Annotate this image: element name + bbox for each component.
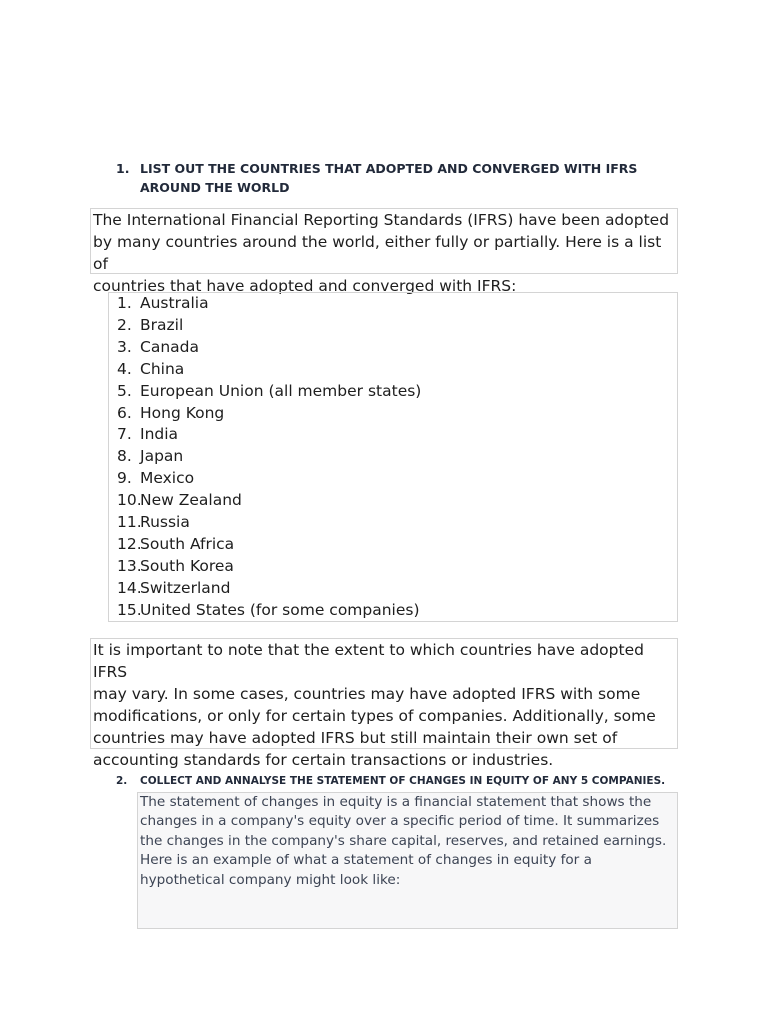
section1-heading-line1: LIST OUT THE COUNTRIES THAT ADOPTED AND CONVERGED WITH IFRS [140,161,638,176]
intro-paragraph [90,208,678,295]
list-item [117,578,669,600]
list-number: 6. [117,403,132,422]
list-number: 7. [117,425,132,444]
country-name: Brazil [140,315,184,334]
country-name: India [140,425,179,444]
section1-number: 1. [116,161,130,176]
section1-heading-line2: AROUND THE WORLD [140,180,290,195]
note-line: modifications, or only for certain types of companies. Additionally, some [93,707,656,725]
list-item [117,600,669,622]
country-name: Australia [140,294,209,312]
section2-heading-text: COLLECT AND ANNALYSE THE STATEMENT OF CHANGES IN EQUITY OF ANY 5 COMPANIES. [140,775,666,787]
list-item [117,381,669,403]
country-name: Russia [140,513,190,532]
country-name: Switzerland [140,578,231,597]
list-number: 13. [117,556,142,575]
country-name: Hong Kong [140,403,225,422]
equity-line: changes in a company's equity over a specific period of time. It summarizes [140,813,660,830]
country-name: South Korea [140,556,234,575]
note-line: countries may have adopted IFRS but still maintain their own set of [93,729,618,747]
section1-heading-text [140,159,676,197]
list-item [117,446,669,468]
list-number: 1. [117,294,132,312]
list-item [117,403,669,425]
country-list-box [108,292,678,622]
note-paragraph [90,638,678,769]
country-name: South Africa [140,534,235,553]
list-item [117,512,669,534]
list-item [117,556,669,578]
list-item [117,534,669,556]
list-number: 2. [117,315,132,334]
list-item [117,359,669,381]
list-item [117,490,669,512]
list-item [117,424,669,446]
list-number: 15. [117,600,142,619]
list-number: 8. [117,447,132,466]
intro-line: The International Financial Reporting Standards (IFRS) have been adopted [93,211,670,229]
list-item [117,315,669,337]
list-number: 11. [117,513,142,532]
list-number: 5. [117,381,132,400]
country-name: China [140,359,185,378]
list-item [117,337,669,359]
section2-heading [116,773,676,789]
intro-line: countries that have adopted and converged with IFRS: [93,277,517,295]
country-name: United States (for some companies) [140,600,420,619]
list-number: 3. [117,337,132,356]
list-number: 9. [117,469,132,488]
section1-heading [116,159,676,197]
equity-line: The statement of changes in equity is a financial statement that shows the [140,794,652,810]
note-line: may vary. In some cases, countries may have adopted IFRS with some [93,685,641,703]
list-item [117,293,669,315]
equity-line: hypothetical company might look like: [140,871,401,888]
equity-line: the changes in the company's share capital, reserves, and retained earnings. [140,832,667,849]
list-number: 4. [117,359,132,378]
country-name: Japan [140,447,184,466]
intro-line: by many countries around the world, either fully or partially. Here is a list of [93,233,662,273]
note-line: accounting standards for certain transactions or industries. [93,751,554,769]
list-item [117,468,669,490]
country-name: Canada [140,337,199,356]
country-name: New Zealand [140,491,242,510]
equity-explanation-box [137,792,678,929]
country-name: European Union (all member states) [140,381,422,400]
list-number: 10. [117,491,142,510]
equity-line: Here is an example of what a statement of changes in equity for a [140,852,592,869]
country-name: Mexico [140,469,195,488]
section2-number: 2. [116,775,128,787]
note-line: It is important to note that the extent to which countries have adopted IFRS [93,641,644,681]
list-number: 14. [117,578,142,597]
list-number: 12. [117,534,142,553]
country-list [117,293,669,622]
